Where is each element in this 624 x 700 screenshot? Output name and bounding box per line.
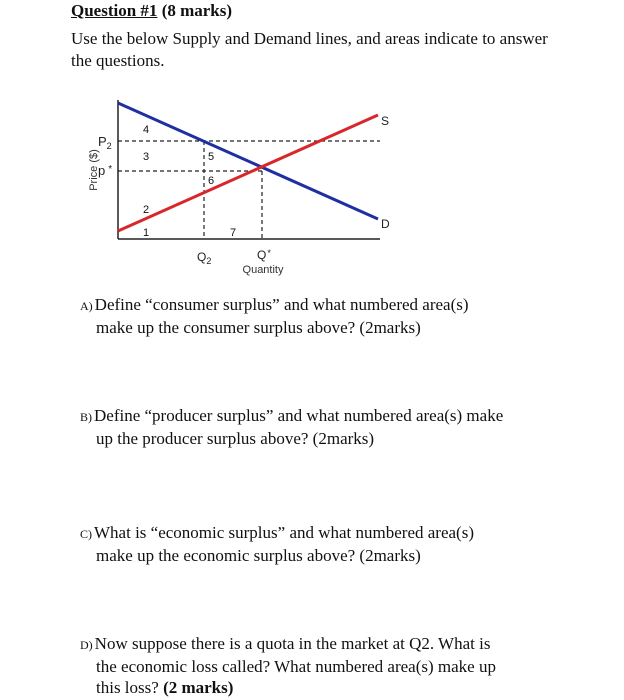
question-intro: Use the below Supply and Demand lines, and areas indicate to answer the questions.	[71, 29, 548, 70]
question-b-line2: up the producer surplus above? (2marks)	[96, 429, 375, 448]
question-d-marks: (2 marks)	[163, 678, 234, 697]
pstar-label: p *	[98, 163, 113, 178]
question-a-line2: make up the consumer surplus above? (2marks)	[96, 318, 421, 337]
q2-label: $Q_2$	[197, 250, 212, 266]
x-axis-label: Quantity	[242, 264, 284, 276]
question-a	[80, 294, 560, 338]
question-number: Question #1	[71, 1, 158, 20]
p2-label: $P_2$	[98, 134, 112, 151]
question-b	[80, 405, 560, 449]
area-5: 5	[208, 151, 215, 163]
question-c-label: C)	[80, 527, 92, 541]
question-d-line3-text: this loss?	[96, 678, 159, 697]
question-d	[80, 633, 560, 698]
question-marks: (8 marks)	[161, 1, 233, 20]
question-c-line1: What is “economic surplus” and what numbered area(s)	[94, 523, 474, 542]
area-4: 4	[143, 124, 150, 136]
question-d-line2: the economic loss called? What numbered area(s) make up	[96, 657, 496, 676]
question-b-label: B)	[80, 410, 92, 424]
y-axis-label: Price ($)	[88, 149, 100, 191]
area-2: 2	[143, 204, 150, 216]
demand-curve	[118, 103, 378, 219]
area-3: 3	[143, 151, 150, 163]
question-a-label: A)	[80, 299, 93, 313]
area-7: 7	[230, 227, 237, 239]
area-6: 6	[208, 175, 215, 187]
supply-curve	[118, 115, 378, 231]
question-d-label: D)	[80, 638, 93, 652]
question-c	[80, 522, 560, 566]
qstar-label: Q*	[257, 248, 271, 262]
question-d-line3	[80, 677, 560, 698]
question-c-line2: make up the economic surplus above? (2marks)	[96, 546, 421, 565]
question-a-line1: Define “consumer surplus” and what numbered area(s)	[94, 295, 469, 314]
supply-label: S	[381, 114, 390, 128]
area-1: 1	[143, 227, 150, 239]
demand-label: D	[381, 217, 390, 231]
question-d-line1: Now suppose there is a quota in the market at Q2. What is	[94, 634, 491, 653]
question-b-line1: Define “producer surplus” and what numbered area(s) make	[94, 406, 504, 425]
